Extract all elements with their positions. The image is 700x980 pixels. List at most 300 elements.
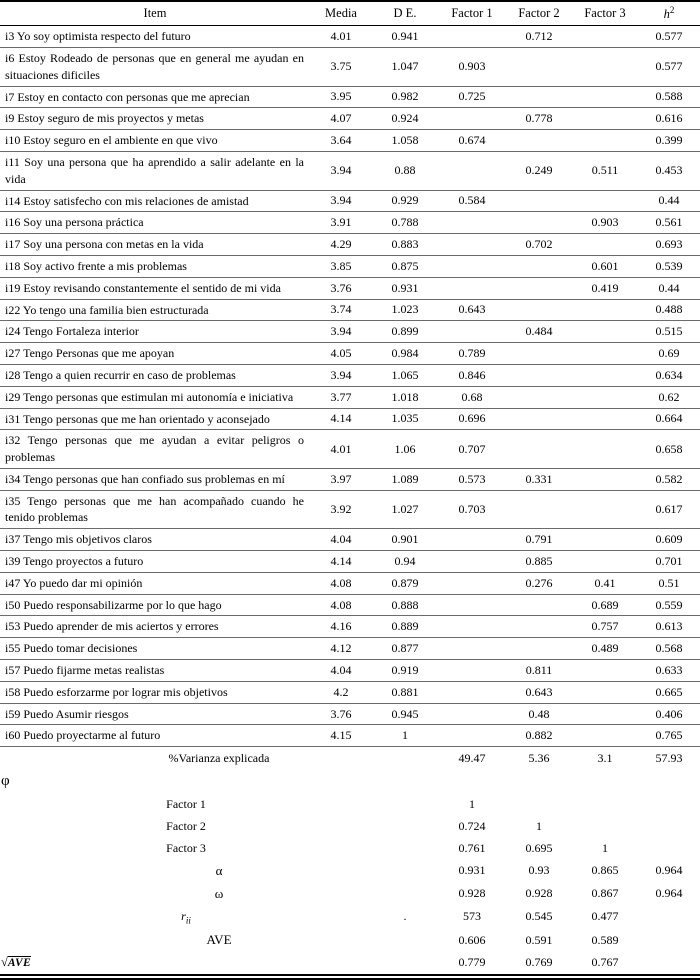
- cell-f3: 0.757: [572, 616, 638, 638]
- cell-h2: 0.406: [638, 703, 700, 725]
- footer-row-stat: [0, 859, 700, 882]
- footer-cell-h2: 0.964: [655, 863, 683, 878]
- cell-media: 3.74: [310, 299, 372, 321]
- item-row: [0, 255, 700, 277]
- footer-row-phi: [0, 769, 700, 793]
- footer-cell-f3: 3.1: [597, 750, 613, 765]
- footer-cell-f1: 0.724: [458, 818, 486, 833]
- footer-cell-h2: [638, 837, 700, 859]
- item-row: [0, 660, 700, 682]
- cell-f2: 0.882: [506, 725, 572, 747]
- footer-cell-f1: 0.779: [458, 955, 486, 970]
- cell-f2: [506, 430, 572, 469]
- item-label: i47 Yo puedo dar mi opinión: [0, 572, 310, 594]
- footer-cell-f1: 1: [469, 796, 475, 811]
- cell-f1: 0.573: [438, 468, 506, 490]
- cell-de: 1.058: [372, 130, 438, 152]
- cell-f3: [572, 681, 638, 703]
- item-row: [0, 408, 700, 430]
- footer-cell-h2: 57.93: [655, 750, 683, 765]
- cell-f3: [572, 660, 638, 682]
- footer-cell-f1: [438, 769, 506, 793]
- item-row: [0, 234, 700, 256]
- cell-f3: [572, 364, 638, 386]
- cell-f1: 0.696: [438, 408, 506, 430]
- header-item: Item: [0, 1, 310, 26]
- footer-label: α: [215, 862, 223, 878]
- footer-cell-f1: 49.47: [458, 750, 486, 765]
- footer-label: φ: [1, 772, 10, 789]
- statistics-section: [0, 747, 700, 977]
- cell-media: 4.07: [310, 108, 372, 130]
- cell-f3: 0.903: [572, 212, 638, 234]
- cell-de: 0.875: [372, 255, 438, 277]
- cell-de: 0.889: [372, 616, 438, 638]
- cell-f1: 0.643: [438, 299, 506, 321]
- header-media: Media: [310, 1, 372, 26]
- cell-h2: 0.453: [638, 151, 700, 190]
- footer-cell-de: [372, 952, 438, 977]
- cell-media: 4.08: [310, 594, 372, 616]
- cell-h2: 0.765: [638, 725, 700, 747]
- cell-f1: 0.789: [438, 343, 506, 365]
- cell-media: 3.75: [310, 47, 372, 86]
- footer-row-r: [0, 905, 700, 928]
- item-label: i37 Tengo mis objetivos claros: [0, 529, 310, 551]
- cell-h2: 0.701: [638, 551, 700, 573]
- header-factor3: Factor 3: [572, 1, 638, 26]
- cell-f1: 0.674: [438, 130, 506, 152]
- cell-de: 0.924: [372, 108, 438, 130]
- header-h2-symbol: h: [663, 7, 670, 22]
- cell-media: 4.08: [310, 572, 372, 594]
- footer-cell-f2: [506, 769, 572, 793]
- item-row: [0, 725, 700, 747]
- cell-f2: 0.249: [506, 151, 572, 190]
- cell-de: 0.888: [372, 594, 438, 616]
- cell-f2: [506, 47, 572, 86]
- cell-media: 4.01: [310, 430, 372, 469]
- cell-f2: 0.484: [506, 321, 572, 343]
- cell-media: 4.14: [310, 551, 372, 573]
- item-label: i39 Tengo proyectos a futuro: [0, 551, 310, 573]
- cell-f1: [438, 616, 506, 638]
- item-label: i34 Tengo personas que han confiado sus problemas en mí: [0, 468, 310, 490]
- cell-de: 0.877: [372, 638, 438, 660]
- cell-f1: [438, 703, 506, 725]
- header-h2-exponent: 2: [669, 5, 675, 15]
- footer-label: ω: [214, 885, 224, 901]
- cell-h2: 0.577: [638, 47, 700, 86]
- footer-label: Factor 2: [166, 818, 206, 833]
- cell-f2: 0.791: [506, 529, 572, 551]
- item-label: i10 Estoy seguro en el ambiente en que vivo: [0, 130, 310, 152]
- footer-row-factor: [0, 793, 700, 815]
- cell-de: 0.883: [372, 234, 438, 256]
- cell-f3: [572, 343, 638, 365]
- cell-f1: [438, 234, 506, 256]
- item-row: [0, 386, 700, 408]
- cell-de: 0.94: [372, 551, 438, 573]
- cell-h2: 0.582: [638, 468, 700, 490]
- cell-media: 3.94: [310, 190, 372, 212]
- radical-sign: √: [1, 955, 8, 970]
- item-row: [0, 277, 700, 299]
- cell-h2: 0.588: [638, 86, 700, 108]
- cell-de: 1.023: [372, 299, 438, 321]
- footer-row-sqrt: [0, 952, 700, 977]
- item-row: [0, 364, 700, 386]
- item-row: [0, 638, 700, 660]
- footer-cell-h2: [638, 952, 700, 977]
- cell-media: 3.77: [310, 386, 372, 408]
- cell-f2: [506, 638, 572, 660]
- footer-cell-f3: 0.767: [591, 955, 619, 970]
- item-row: [0, 490, 700, 529]
- item-label: i31 Tengo personas que me han orientado y aconsejado: [0, 408, 310, 430]
- footer-cell-f2: 0.695: [525, 840, 553, 855]
- footer-cell-f3: 0.865: [591, 863, 619, 878]
- cell-de: 1.089: [372, 468, 438, 490]
- cell-de: 0.931: [372, 277, 438, 299]
- cell-f3: [572, 130, 638, 152]
- footer-cell-h2: [638, 929, 700, 952]
- cell-f3: 0.419: [572, 277, 638, 299]
- cell-f1: [438, 660, 506, 682]
- cell-f2: 0.331: [506, 468, 572, 490]
- cell-h2: 0.44: [638, 277, 700, 299]
- footer-label: √AVE: [1, 955, 31, 970]
- cell-f3: [572, 490, 638, 529]
- cell-media: 4.01: [310, 26, 372, 48]
- cell-f1: 0.725: [438, 86, 506, 108]
- cell-f3: 0.489: [572, 638, 638, 660]
- cell-f3: [572, 408, 638, 430]
- item-label: i32 Tengo personas que me ayudan a evitar peligros o problemas: [0, 430, 310, 469]
- footer-label: Factor 1: [166, 796, 206, 811]
- cell-f2: [506, 255, 572, 277]
- footer-cell-h2: [638, 905, 700, 928]
- item-row: [0, 321, 700, 343]
- cell-f3: 0.511: [572, 151, 638, 190]
- cell-f3: [572, 386, 638, 408]
- cell-f2: [506, 616, 572, 638]
- footer-cell-f1: 573: [463, 909, 481, 924]
- item-label: i11 Soy una persona que ha aprendido a salir adelante en la vida: [0, 151, 310, 190]
- footer-cell-f2: 5.36: [528, 750, 550, 765]
- cell-f3: [572, 26, 638, 48]
- cell-f3: 0.601: [572, 255, 638, 277]
- cell-media: 3.76: [310, 277, 372, 299]
- footer-label: %Varianza explicada: [168, 750, 270, 765]
- cell-f2: [506, 212, 572, 234]
- item-label: i19 Estoy revisando constantemente el sentido de mi vida: [0, 277, 310, 299]
- cell-f3: [572, 551, 638, 573]
- item-row: [0, 130, 700, 152]
- cell-f1: [438, 551, 506, 573]
- footer-row-variance: [0, 747, 700, 770]
- item-row: [0, 616, 700, 638]
- cell-f2: [506, 594, 572, 616]
- cell-f3: [572, 86, 638, 108]
- cell-f1: 0.68: [438, 386, 506, 408]
- cell-media: 4.12: [310, 638, 372, 660]
- footer-label: AVE: [206, 932, 232, 948]
- cell-f1: [438, 681, 506, 703]
- cell-f1: 0.584: [438, 190, 506, 212]
- item-label: i9 Estoy seguro de mis proyectos y metas: [0, 108, 310, 130]
- footer-cell-f2: 0.545: [525, 909, 553, 924]
- cell-f2: 0.885: [506, 551, 572, 573]
- item-label: i53 Puedo aprender de mis aciertos y errores: [0, 616, 310, 638]
- cell-f1: [438, 638, 506, 660]
- cell-f1: [438, 277, 506, 299]
- cell-f1: [438, 26, 506, 48]
- footer-cell-f3: [572, 769, 638, 793]
- cell-h2: 0.634: [638, 364, 700, 386]
- cell-f2: 0.702: [506, 234, 572, 256]
- item-row: [0, 190, 700, 212]
- footer-cell-f3: 0.589: [591, 932, 619, 947]
- item-label: i29 Tengo personas que estimulan mi autonomía e iniciativa: [0, 386, 310, 408]
- footer-row-factor: [0, 815, 700, 837]
- cell-f1: [438, 212, 506, 234]
- cell-media: 3.85: [310, 255, 372, 277]
- footer-cell-f1: 0.606: [458, 932, 486, 947]
- cell-f1: [438, 151, 506, 190]
- header-row: [0, 1, 700, 26]
- cell-f2: [506, 408, 572, 430]
- cell-h2: 0.616: [638, 108, 700, 130]
- cell-f2: [506, 130, 572, 152]
- cell-f2: 0.276: [506, 572, 572, 594]
- cell-de: 1.035: [372, 408, 438, 430]
- item-label: i7 Estoy en contacto con personas que me aprecian: [0, 86, 310, 108]
- cell-media: 4.14: [310, 408, 372, 430]
- cell-de: 1.018: [372, 386, 438, 408]
- cell-media: 3.94: [310, 151, 372, 190]
- item-label: i17 Soy una persona con metas en la vida: [0, 234, 310, 256]
- item-row: [0, 47, 700, 86]
- cell-de: 1: [372, 725, 438, 747]
- cell-h2: 0.658: [638, 430, 700, 469]
- cell-f3: [572, 430, 638, 469]
- cell-f1: 0.903: [438, 47, 506, 86]
- footer-cell-f3: [572, 793, 638, 815]
- cell-f3: [572, 529, 638, 551]
- cell-h2: 0.568: [638, 638, 700, 660]
- cell-f1: [438, 108, 506, 130]
- cell-media: 3.94: [310, 321, 372, 343]
- cell-f3: [572, 725, 638, 747]
- item-label: i60 Puedo proyectarme al futuro: [0, 725, 310, 747]
- cell-de: 0.929: [372, 190, 438, 212]
- footer-cell-f1: 0.761: [458, 840, 486, 855]
- item-row: [0, 572, 700, 594]
- cell-f2: [506, 364, 572, 386]
- cell-de: 1.06: [372, 430, 438, 469]
- footer-label: Factor 3: [166, 840, 206, 855]
- cell-h2: 0.515: [638, 321, 700, 343]
- cell-f1: [438, 321, 506, 343]
- cell-media: 4.04: [310, 660, 372, 682]
- cell-h2: 0.613: [638, 616, 700, 638]
- cell-h2: 0.665: [638, 681, 700, 703]
- cell-f3: [572, 47, 638, 86]
- cell-media: 4.29: [310, 234, 372, 256]
- cell-media: 4.05: [310, 343, 372, 365]
- item-row: [0, 108, 700, 130]
- item-row: [0, 703, 700, 725]
- cell-h2: 0.51: [638, 572, 700, 594]
- cell-media: 3.94: [310, 364, 372, 386]
- cell-f1: 0.707: [438, 430, 506, 469]
- item-label: i59 Puedo Asumir riesgos: [0, 703, 310, 725]
- cell-media: 4.16: [310, 616, 372, 638]
- footer-cell-f3: 0.477: [591, 909, 619, 924]
- cell-f2: [506, 277, 572, 299]
- footer-cell-de: [372, 793, 438, 815]
- item-label: i3 Yo soy optimista respecto del futuro: [0, 26, 310, 48]
- cell-f3: [572, 321, 638, 343]
- cell-media: 3.76: [310, 703, 372, 725]
- cell-f2: [506, 343, 572, 365]
- cell-media: 3.97: [310, 468, 372, 490]
- items-section: [0, 26, 700, 747]
- cell-f1: [438, 725, 506, 747]
- item-row: [0, 343, 700, 365]
- footer-cell-f3: 1: [602, 840, 608, 855]
- cell-de: 0.788: [372, 212, 438, 234]
- cell-f3: [572, 468, 638, 490]
- footer-cell-de: [372, 769, 438, 793]
- cell-f3: [572, 299, 638, 321]
- cell-de: 0.901: [372, 529, 438, 551]
- cell-de: 0.881: [372, 681, 438, 703]
- cell-h2: 0.693: [638, 234, 700, 256]
- footer-cell-media: [310, 769, 372, 793]
- item-label: i24 Tengo Fortaleza interior: [0, 321, 310, 343]
- item-row: [0, 529, 700, 551]
- cell-h2: 0.559: [638, 594, 700, 616]
- item-label: i58 Puedo esforzarme por lograr mis objetivos: [0, 681, 310, 703]
- cell-h2: 0.617: [638, 490, 700, 529]
- cell-f2: [506, 490, 572, 529]
- footer-cell-h2: [638, 815, 700, 837]
- cell-h2: 0.539: [638, 255, 700, 277]
- item-label: i14 Estoy satisfecho con mis relaciones de amistad: [0, 190, 310, 212]
- item-row: [0, 212, 700, 234]
- cell-f3: [572, 190, 638, 212]
- footer-cell-h2: 0.964: [655, 886, 683, 901]
- footer-cell-f2: 0.928: [525, 886, 553, 901]
- cell-de: 0.945: [372, 703, 438, 725]
- cell-de: 0.984: [372, 343, 438, 365]
- cell-de: 0.88: [372, 151, 438, 190]
- cell-f2: 0.712: [506, 26, 572, 48]
- footer-cell-de: [372, 837, 438, 859]
- header-factor2: Factor 2: [506, 1, 572, 26]
- footer-row-stat: [0, 882, 700, 905]
- footer-cell-f2: [506, 793, 572, 815]
- cell-f1: [438, 572, 506, 594]
- item-row: [0, 430, 700, 469]
- footer-cell-f3: [572, 815, 638, 837]
- cell-de: 1.065: [372, 364, 438, 386]
- cell-h2: 0.609: [638, 529, 700, 551]
- cell-f3: [572, 234, 638, 256]
- footer-cell-f3: 0.867: [591, 886, 619, 901]
- cell-f3: 0.689: [572, 594, 638, 616]
- footer-cell-f2: 0.591: [525, 932, 553, 947]
- header-de: D E.: [372, 1, 438, 26]
- cell-f1: 0.703: [438, 490, 506, 529]
- item-row: [0, 681, 700, 703]
- item-label: i16 Soy una persona práctica: [0, 212, 310, 234]
- cell-h2: 0.633: [638, 660, 700, 682]
- cell-media: 4.2: [310, 681, 372, 703]
- item-label: i55 Puedo tomar decisiones: [0, 638, 310, 660]
- cell-de: 1.027: [372, 490, 438, 529]
- header-factor1: Factor 1: [438, 1, 506, 26]
- cell-h2: 0.488: [638, 299, 700, 321]
- footer-label: $r_{ii}$: [181, 908, 191, 926]
- footer-cell-f1: 0.931: [458, 863, 486, 878]
- item-label: i50 Puedo responsabilizarme por lo que hago: [0, 594, 310, 616]
- cell-de: 0.919: [372, 660, 438, 682]
- cell-h2: 0.69: [638, 343, 700, 365]
- item-label: i28 Tengo a quien recurrir en caso de problemas: [0, 364, 310, 386]
- footer-cell-media: [310, 952, 372, 977]
- footer-cell-f2: 1: [536, 818, 542, 833]
- footer-cell-de: .: [403, 909, 407, 924]
- cell-f2: [506, 299, 572, 321]
- footer-cell-h2: [638, 769, 700, 793]
- cell-f2: 0.48: [506, 703, 572, 725]
- item-row: [0, 26, 700, 48]
- footer-row-factor: [0, 837, 700, 859]
- footer-cell-f2: 0.769: [525, 955, 553, 970]
- cell-h2: 0.577: [638, 26, 700, 48]
- cell-de: 1.047: [372, 47, 438, 86]
- header-h2: [638, 1, 700, 26]
- item-row: [0, 151, 700, 190]
- cell-f2: [506, 190, 572, 212]
- cell-f3: [572, 703, 638, 725]
- cell-media: 3.91: [310, 212, 372, 234]
- cell-f3: 0.41: [572, 572, 638, 594]
- cell-f1: 0.846: [438, 364, 506, 386]
- cell-h2: 0.561: [638, 212, 700, 234]
- cell-de: 0.899: [372, 321, 438, 343]
- item-label: i6 Estoy Rodeado de personas que en general me ayudan en situaciones dificiles: [0, 47, 310, 86]
- cell-f2: [506, 86, 572, 108]
- cell-f2: 0.811: [506, 660, 572, 682]
- item-row: [0, 468, 700, 490]
- footer-cell-h2: [638, 793, 700, 815]
- cell-media: 3.64: [310, 130, 372, 152]
- cell-f1: [438, 594, 506, 616]
- item-row: [0, 551, 700, 573]
- cell-media: 3.95: [310, 86, 372, 108]
- cell-f1: [438, 255, 506, 277]
- cell-f2: [506, 386, 572, 408]
- cell-f1: [438, 529, 506, 551]
- cell-h2: 0.62: [638, 386, 700, 408]
- cell-de: 0.982: [372, 86, 438, 108]
- cell-de: 0.879: [372, 572, 438, 594]
- cell-f3: [572, 108, 638, 130]
